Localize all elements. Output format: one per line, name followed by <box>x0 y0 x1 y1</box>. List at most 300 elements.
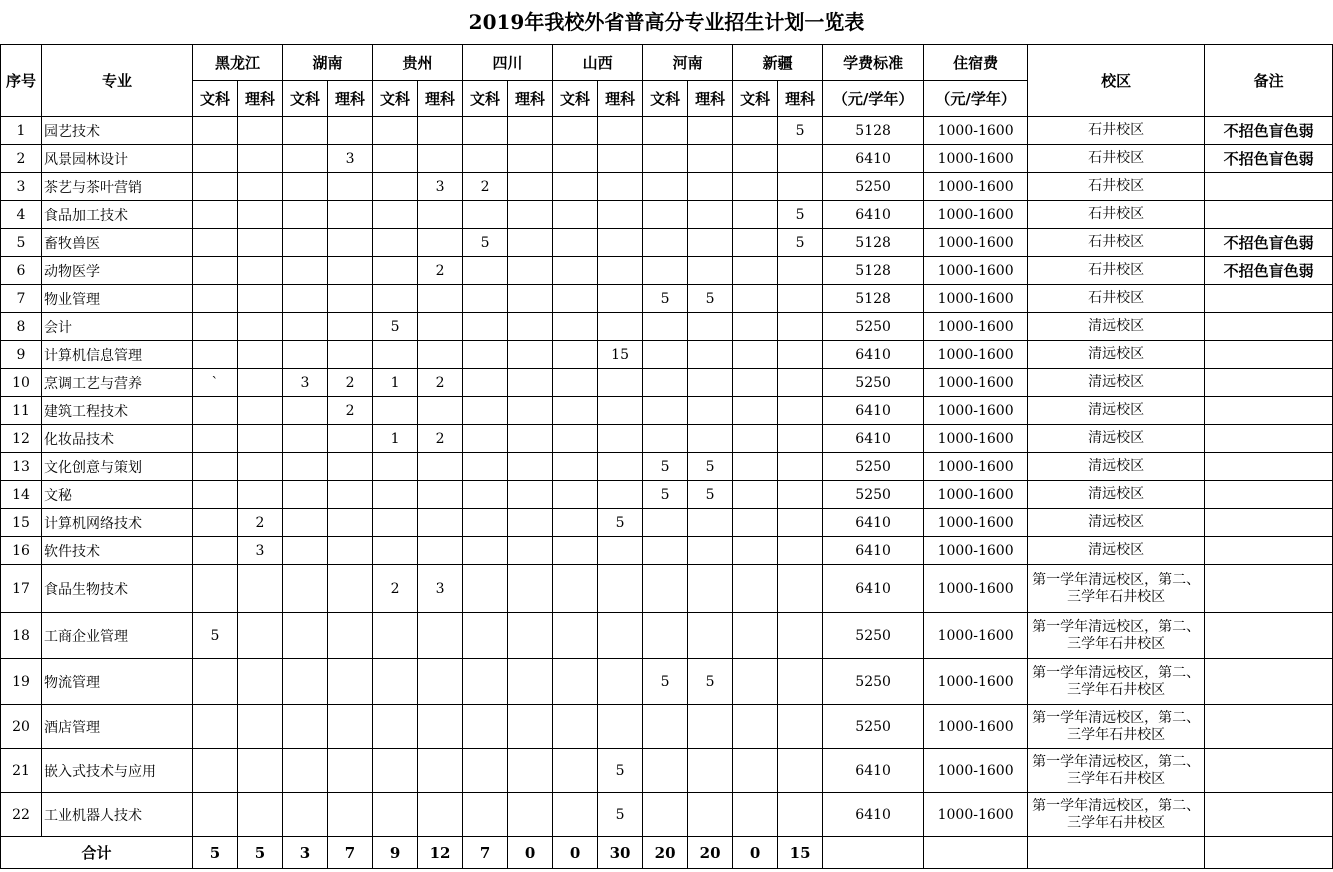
count-cell <box>283 341 328 369</box>
total-label: 合计 <box>1 837 193 869</box>
count-cell <box>778 613 823 659</box>
count-cell <box>778 453 823 481</box>
count-cell <box>553 509 598 537</box>
campus-cell: 清远校区 <box>1028 397 1205 425</box>
count-cell <box>193 425 238 453</box>
count-cell <box>508 481 553 509</box>
count-cell <box>688 565 733 613</box>
count-cell: 5 <box>463 229 508 257</box>
count-cell <box>553 749 598 793</box>
table-row <box>1 565 1333 613</box>
row-number: 10 <box>1 369 42 397</box>
count-cell <box>508 201 553 229</box>
campus-cell: 清远校区 <box>1028 537 1205 565</box>
table-row <box>1 509 1333 537</box>
note-cell <box>1205 369 1333 397</box>
total-cell: 30 <box>598 837 643 869</box>
note-cell <box>1205 313 1333 341</box>
count-cell <box>463 659 508 705</box>
count-cell <box>688 397 733 425</box>
row-number: 2 <box>1 145 42 173</box>
note-cell: 不招色盲色弱 <box>1205 229 1333 257</box>
count-cell <box>463 793 508 837</box>
count-cell <box>733 613 778 659</box>
campus-cell: 石井校区 <box>1028 201 1205 229</box>
total-cell: 0 <box>508 837 553 869</box>
count-cell <box>508 285 553 313</box>
count-cell <box>193 397 238 425</box>
total-cell: 5 <box>238 837 283 869</box>
header-arts: 文科 <box>643 81 688 117</box>
count-cell <box>598 565 643 613</box>
header-arts: 文科 <box>553 81 598 117</box>
count-cell <box>328 537 373 565</box>
total-cell: 0 <box>733 837 778 869</box>
note-cell <box>1205 613 1333 659</box>
table-row <box>1 201 1333 229</box>
count-cell <box>283 509 328 537</box>
tuition-cell: 5128 <box>823 257 924 285</box>
count-cell <box>778 659 823 705</box>
total-cell: 7 <box>463 837 508 869</box>
count-cell <box>508 145 553 173</box>
row-number: 9 <box>1 341 42 369</box>
row-number: 17 <box>1 565 42 613</box>
count-cell <box>373 145 418 173</box>
count-cell <box>508 257 553 285</box>
note-cell <box>1205 481 1333 509</box>
count-cell <box>598 145 643 173</box>
count-cell <box>238 369 283 397</box>
count-cell <box>598 425 643 453</box>
tuition-cell: 5250 <box>823 659 924 705</box>
count-cell <box>598 659 643 705</box>
header-province: 四川 <box>463 45 553 81</box>
tuition-cell: 6410 <box>823 793 924 837</box>
note-cell <box>1205 201 1333 229</box>
table-row <box>1 397 1333 425</box>
dorm-fee-cell: 1000-1600 <box>924 257 1028 285</box>
table-row <box>1 613 1333 659</box>
count-cell <box>463 613 508 659</box>
count-cell <box>643 705 688 749</box>
count-cell <box>463 397 508 425</box>
count-cell <box>778 565 823 613</box>
tuition-cell: 5128 <box>823 229 924 257</box>
count-cell <box>553 453 598 481</box>
note-cell <box>1205 453 1333 481</box>
count-cell <box>463 257 508 285</box>
tuition-cell: 5250 <box>823 173 924 201</box>
count-cell <box>238 313 283 341</box>
header-tuition-unit: （元/学年） <box>823 81 924 117</box>
note-cell <box>1205 705 1333 749</box>
count-cell: 5 <box>643 481 688 509</box>
count-cell <box>283 173 328 201</box>
count-cell <box>598 613 643 659</box>
count-cell <box>553 481 598 509</box>
count-cell <box>508 659 553 705</box>
dorm-fee-cell: 1000-1600 <box>924 425 1028 453</box>
count-cell <box>283 117 328 145</box>
count-cell <box>238 285 283 313</box>
count-cell <box>778 369 823 397</box>
campus-cell: 第一学年清远校区，第二、三学年石井校区 <box>1028 705 1205 749</box>
count-cell: 2 <box>373 565 418 613</box>
tuition-cell: 6410 <box>823 509 924 537</box>
count-cell <box>598 117 643 145</box>
row-number: 22 <box>1 793 42 837</box>
campus-cell: 第一学年清远校区，第二、三学年石井校区 <box>1028 749 1205 793</box>
table-row <box>1 285 1333 313</box>
count-cell <box>688 117 733 145</box>
count-cell <box>463 453 508 481</box>
count-cell <box>553 117 598 145</box>
count-cell <box>688 313 733 341</box>
campus-cell: 石井校区 <box>1028 229 1205 257</box>
count-cell: 5 <box>778 229 823 257</box>
count-cell <box>283 229 328 257</box>
count-cell <box>508 341 553 369</box>
note-cell <box>1205 793 1333 837</box>
count-cell: 3 <box>328 145 373 173</box>
major-name: 工业机器人技术 <box>42 793 193 837</box>
count-cell <box>283 397 328 425</box>
count-cell <box>643 509 688 537</box>
count-cell <box>463 369 508 397</box>
count-cell <box>193 537 238 565</box>
count-cell: 5 <box>643 285 688 313</box>
count-cell: 5 <box>193 613 238 659</box>
campus-cell: 清远校区 <box>1028 369 1205 397</box>
table-row <box>1 117 1333 145</box>
count-cell <box>778 397 823 425</box>
count-cell <box>193 341 238 369</box>
count-cell: 1 <box>373 369 418 397</box>
count-cell <box>283 749 328 793</box>
count-cell <box>643 793 688 837</box>
major-name: 嵌入式技术与应用 <box>42 749 193 793</box>
tuition-cell: 5250 <box>823 705 924 749</box>
major-name: 计算机信息管理 <box>42 341 193 369</box>
count-cell <box>508 793 553 837</box>
count-cell <box>733 201 778 229</box>
table-row <box>1 173 1333 201</box>
count-cell: 2 <box>418 257 463 285</box>
count-cell <box>553 145 598 173</box>
header-science: 理科 <box>778 81 823 117</box>
count-cell: 5 <box>688 481 733 509</box>
count-cell <box>778 749 823 793</box>
header-arts: 文科 <box>193 81 238 117</box>
campus-cell: 第一学年清远校区，第二、三学年石井校区 <box>1028 659 1205 705</box>
count-cell <box>553 537 598 565</box>
dorm-fee-cell: 1000-1600 <box>924 117 1028 145</box>
header-province: 黑龙江 <box>193 45 283 81</box>
count-cell: 5 <box>778 117 823 145</box>
count-cell <box>553 285 598 313</box>
count-cell: 2 <box>463 173 508 201</box>
count-cell <box>643 613 688 659</box>
count-cell <box>463 313 508 341</box>
count-cell <box>373 509 418 537</box>
header-arts: 文科 <box>373 81 418 117</box>
table-row <box>1 229 1333 257</box>
count-cell <box>598 313 643 341</box>
count-cell <box>688 145 733 173</box>
row-number: 16 <box>1 537 42 565</box>
count-cell <box>463 145 508 173</box>
count-cell: 3 <box>238 537 283 565</box>
header-row-provinces <box>1 45 1333 81</box>
campus-cell: 清远校区 <box>1028 313 1205 341</box>
row-number: 8 <box>1 313 42 341</box>
count-cell <box>373 117 418 145</box>
count-cell <box>283 285 328 313</box>
count-cell <box>508 425 553 453</box>
count-cell <box>193 749 238 793</box>
count-cell <box>373 341 418 369</box>
row-number: 11 <box>1 397 42 425</box>
count-cell <box>418 117 463 145</box>
count-cell <box>328 229 373 257</box>
total-cell: 3 <box>283 837 328 869</box>
count-cell <box>733 659 778 705</box>
count-cell <box>688 509 733 537</box>
tuition-cell: 6410 <box>823 397 924 425</box>
tuition-cell: 5250 <box>823 453 924 481</box>
note-cell: 不招色盲色弱 <box>1205 145 1333 173</box>
dorm-fee-cell: 1000-1600 <box>924 453 1028 481</box>
count-cell: 5 <box>643 453 688 481</box>
dorm-fee-cell: 1000-1600 <box>924 341 1028 369</box>
count-cell <box>688 613 733 659</box>
count-cell <box>553 425 598 453</box>
count-cell <box>598 201 643 229</box>
count-cell <box>553 229 598 257</box>
count-cell <box>463 117 508 145</box>
count-cell <box>418 749 463 793</box>
dorm-fee-cell: 1000-1600 <box>924 369 1028 397</box>
count-cell <box>508 397 553 425</box>
header-province: 河南 <box>643 45 733 81</box>
count-cell <box>553 613 598 659</box>
count-cell <box>688 173 733 201</box>
count-cell <box>238 793 283 837</box>
note-cell: 不招色盲色弱 <box>1205 117 1333 145</box>
note-cell <box>1205 537 1333 565</box>
row-number: 4 <box>1 201 42 229</box>
header-science: 理科 <box>688 81 733 117</box>
count-cell <box>508 509 553 537</box>
count-cell <box>418 659 463 705</box>
header-tuition: 学费标准 <box>823 45 924 81</box>
count-cell <box>463 565 508 613</box>
major-name: 风景园林设计 <box>42 145 193 173</box>
count-cell <box>193 285 238 313</box>
count-cell <box>598 257 643 285</box>
count-cell <box>328 613 373 659</box>
count-cell <box>733 285 778 313</box>
count-cell <box>193 509 238 537</box>
count-cell <box>373 285 418 313</box>
row-number: 20 <box>1 705 42 749</box>
count-cell <box>283 613 328 659</box>
count-cell <box>418 285 463 313</box>
table-row <box>1 481 1333 509</box>
major-name: 食品加工技术 <box>42 201 193 229</box>
count-cell <box>193 229 238 257</box>
count-cell <box>733 705 778 749</box>
count-cell <box>508 565 553 613</box>
count-cell <box>193 453 238 481</box>
count-cell <box>508 173 553 201</box>
count-cell <box>463 705 508 749</box>
dorm-fee-cell: 1000-1600 <box>924 201 1028 229</box>
total-cell: 12 <box>418 837 463 869</box>
count-cell <box>643 565 688 613</box>
count-cell <box>643 537 688 565</box>
count-cell <box>733 117 778 145</box>
count-cell: 5 <box>373 313 418 341</box>
major-name: 建筑工程技术 <box>42 397 193 425</box>
count-cell <box>463 509 508 537</box>
count-cell <box>778 341 823 369</box>
dorm-fee-cell: 1000-1600 <box>924 397 1028 425</box>
count-cell <box>328 659 373 705</box>
table-row <box>1 257 1333 285</box>
header-science: 理科 <box>238 81 283 117</box>
count-cell <box>238 613 283 659</box>
header-science: 理科 <box>328 81 373 117</box>
count-cell <box>553 313 598 341</box>
count-cell <box>598 705 643 749</box>
total-empty-cell <box>1028 837 1205 869</box>
count-cell <box>418 453 463 481</box>
count-cell <box>598 453 643 481</box>
header-province: 新疆 <box>733 45 823 81</box>
count-cell: 5 <box>688 659 733 705</box>
major-name: 化妆品技术 <box>42 425 193 453</box>
count-cell <box>418 793 463 837</box>
total-cell: 5 <box>193 837 238 869</box>
count-cell <box>193 481 238 509</box>
count-cell <box>373 705 418 749</box>
total-cell: 20 <box>643 837 688 869</box>
total-empty-cell <box>823 837 924 869</box>
tuition-cell: 6410 <box>823 341 924 369</box>
row-number: 21 <box>1 749 42 793</box>
count-cell <box>463 481 508 509</box>
count-cell <box>418 145 463 173</box>
count-cell: 2 <box>418 425 463 453</box>
count-cell <box>238 173 283 201</box>
header-no: 序号 <box>1 45 42 117</box>
note-cell <box>1205 659 1333 705</box>
count-cell <box>508 229 553 257</box>
count-cell <box>238 201 283 229</box>
count-cell <box>778 285 823 313</box>
tuition-cell: 6410 <box>823 201 924 229</box>
total-cell: 7 <box>328 837 373 869</box>
count-cell <box>733 565 778 613</box>
dorm-fee-cell: 1000-1600 <box>924 537 1028 565</box>
count-cell: 5 <box>688 453 733 481</box>
dorm-fee-cell: 1000-1600 <box>924 613 1028 659</box>
count-cell <box>643 145 688 173</box>
count-cell: 2 <box>238 509 283 537</box>
count-cell <box>643 397 688 425</box>
count-cell <box>463 341 508 369</box>
header-province: 贵州 <box>373 45 463 81</box>
count-cell <box>643 341 688 369</box>
campus-cell: 清远校区 <box>1028 481 1205 509</box>
campus-cell: 第一学年清远校区，第二、三学年石井校区 <box>1028 565 1205 613</box>
count-cell <box>508 749 553 793</box>
header-province: 山西 <box>553 45 643 81</box>
count-cell <box>238 117 283 145</box>
table-row <box>1 369 1333 397</box>
count-cell <box>643 369 688 397</box>
campus-cell: 清远校区 <box>1028 453 1205 481</box>
count-cell <box>508 313 553 341</box>
total-cell: 0 <box>553 837 598 869</box>
total-row <box>1 837 1333 869</box>
total-cell: 9 <box>373 837 418 869</box>
count-cell <box>328 481 373 509</box>
note-cell <box>1205 341 1333 369</box>
header-arts: 文科 <box>463 81 508 117</box>
count-cell <box>328 749 373 793</box>
major-name: 软件技术 <box>42 537 193 565</box>
row-number: 5 <box>1 229 42 257</box>
table-row <box>1 793 1333 837</box>
dorm-fee-cell: 1000-1600 <box>924 229 1028 257</box>
count-cell <box>778 481 823 509</box>
count-cell <box>553 397 598 425</box>
count-cell <box>328 201 373 229</box>
count-cell <box>283 145 328 173</box>
major-name: 会计 <box>42 313 193 341</box>
count-cell <box>193 145 238 173</box>
count-cell: 3 <box>418 173 463 201</box>
count-cell <box>283 481 328 509</box>
count-cell <box>733 453 778 481</box>
count-cell <box>643 749 688 793</box>
header-province: 湖南 <box>283 45 373 81</box>
count-cell <box>193 313 238 341</box>
count-cell <box>238 145 283 173</box>
row-number: 14 <box>1 481 42 509</box>
count-cell <box>328 793 373 837</box>
campus-cell: 石井校区 <box>1028 145 1205 173</box>
count-cell <box>643 313 688 341</box>
count-cell <box>463 285 508 313</box>
count-cell <box>418 613 463 659</box>
count-cell: 15 <box>598 341 643 369</box>
total-empty-cell <box>1205 837 1333 869</box>
count-cell <box>553 793 598 837</box>
count-cell <box>238 749 283 793</box>
count-cell <box>598 481 643 509</box>
campus-cell: 清远校区 <box>1028 425 1205 453</box>
count-cell <box>238 341 283 369</box>
count-cell <box>778 257 823 285</box>
dorm-fee-cell: 1000-1600 <box>924 285 1028 313</box>
dorm-fee-cell: 1000-1600 <box>924 313 1028 341</box>
count-cell <box>733 313 778 341</box>
count-cell <box>238 397 283 425</box>
